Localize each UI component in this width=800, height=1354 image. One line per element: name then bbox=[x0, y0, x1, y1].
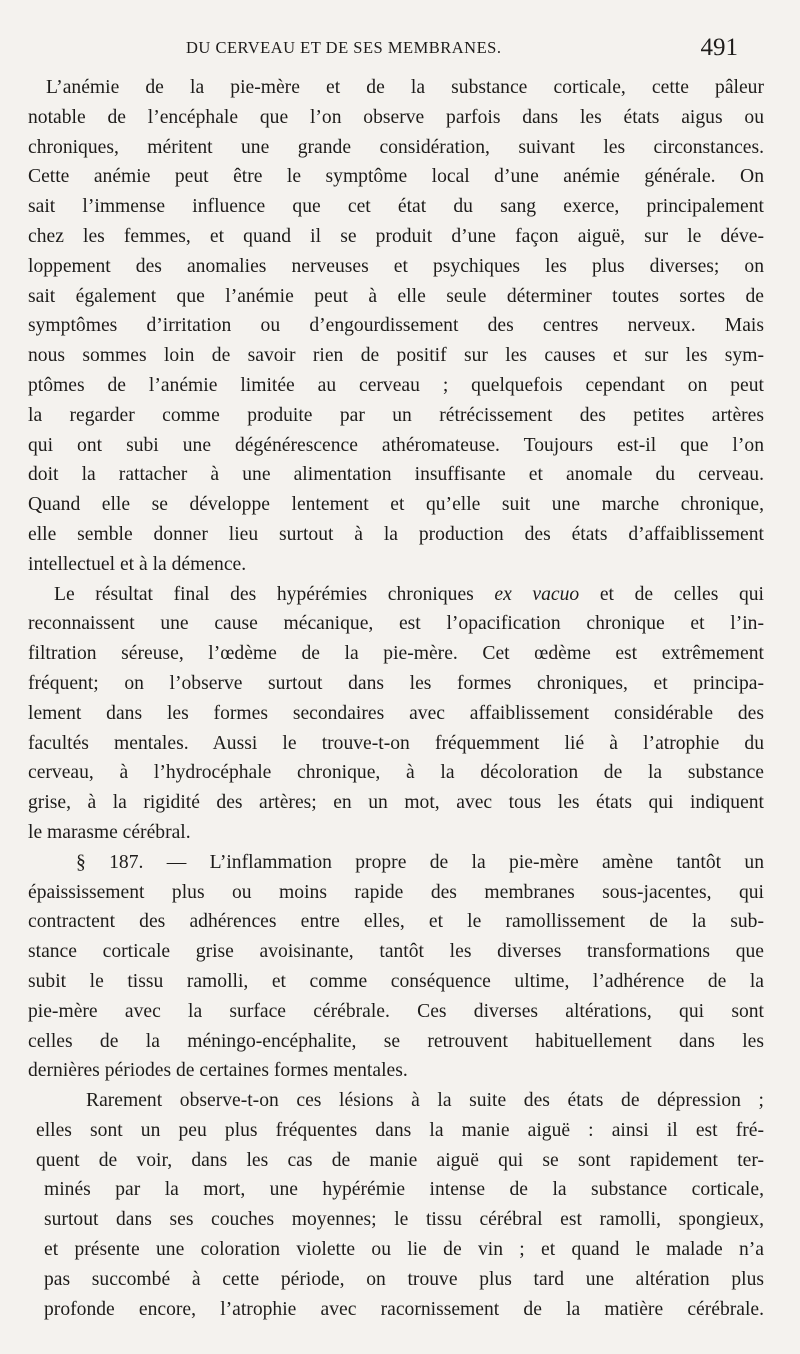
text-line: elles sont un peu plus fréquentes dans la manie aiguë : ainsi il est fré- bbox=[36, 1119, 764, 1141]
text-line: la regarder comme produite par un rétrécissement des petites artères bbox=[28, 404, 764, 426]
text-line: nous sommes loin de savoir rien de positif sur les causes et sur les sym- bbox=[28, 345, 764, 367]
text-line: stance corticale grise avoisinante, tantôt les diverses transformations que bbox=[28, 941, 764, 963]
text-line: Rarement observe-t-on ces lésions à la suite des états de dépression ; bbox=[86, 1090, 764, 1112]
text-line: sait également que l’anémie peut à elle seule déterminer toutes sortes de bbox=[28, 285, 764, 307]
text-line: grise, à la rigidité des artères; en un mot, avec tous les états qui indiquent bbox=[28, 792, 764, 814]
italic-phrase: ex vacuo bbox=[494, 583, 580, 605]
text-line: intellectuel et à la démence. bbox=[28, 553, 247, 575]
text-line: facultés mentales. Aussi le trouve-t-on fréquemment lié à l’atrophie du bbox=[28, 732, 764, 754]
text-line: filtration séreuse, l’œdème de la pie-mère. Cet œdème est extrêmement bbox=[28, 643, 764, 665]
text-line: profonde encore, l’atrophie avec racornissement de la matière cérébrale. bbox=[44, 1298, 764, 1320]
text-line: notable de l’encéphale que l’on observe parfois dans les états aigus ou bbox=[28, 106, 764, 128]
text-line: symptômes d’irritation ou d’engourdissement des centres nerveux. Mais bbox=[28, 315, 764, 337]
text-line: fréquent; on l’observe surtout dans les formes chroniques, et principa- bbox=[28, 672, 764, 694]
text-line: sait l’immense influence que cet état du sang exerce, principalement bbox=[28, 196, 764, 218]
text-line: § 187. — L’inflammation propre de la pie-mère amène tantôt un bbox=[76, 851, 764, 873]
text-line: contractent des adhérences entre elles, et le ramollissement de la sub- bbox=[28, 911, 764, 933]
text-line: elle semble donner lieu surtout à la production des états d’affaiblissement bbox=[28, 523, 764, 545]
text-line: chez les femmes, et quand il se produit d’une façon aiguë, sur le déve- bbox=[28, 225, 764, 247]
text-line: doit la rattacher à une alimentation insuffisante et anomale du cerveau. bbox=[28, 464, 764, 486]
text-line: cerveau, à l’hydrocéphale chronique, à la décoloration de la substance bbox=[28, 762, 764, 784]
text-line: loppement des anomalies nerveuses et psychiques les plus diverses; on bbox=[28, 255, 764, 277]
text-line: surtout dans ses couches moyennes; le tissu cérébral est ramolli, spongieux, bbox=[44, 1209, 764, 1231]
text-line: lement dans les formes secondaires avec affaiblissement considérable des bbox=[28, 702, 764, 724]
text-line: celles de la méningo-encéphalite, se retrouvent habituellement dans les bbox=[28, 1030, 764, 1052]
text-line: subit le tissu ramolli, et comme conséquence ultime, l’adhérence de la bbox=[28, 970, 764, 992]
text-line: Quand elle se développe lentement et qu’elle suit une marche chronique, bbox=[28, 494, 764, 516]
text-line: pas succombé à cette période, on trouve plus tard une altération plus bbox=[44, 1268, 764, 1290]
text-line: Cette anémie peut être le symptôme local d’une anémie générale. On bbox=[28, 166, 764, 188]
page-header bbox=[60, 34, 738, 64]
text-line: Le résultat final des hypérémies chroniques ex vacuo et de celles qui bbox=[54, 583, 764, 605]
body-text bbox=[28, 73, 764, 1324]
text-line: chroniques, méritent une grande considération, suivant les circonstances. bbox=[28, 136, 764, 158]
text-line: reconnaissent une cause mécanique, est l’opacification chronique et l’in- bbox=[28, 613, 764, 635]
running-title: DU CERVEAU ET DE SES MEMBRANES. bbox=[186, 38, 502, 57]
text-line: pie-mère avec la surface cérébrale. Ces diverses altérations, qui sont bbox=[28, 1000, 764, 1022]
page-number: 491 bbox=[700, 34, 738, 61]
text-line: qui ont subi une dégénérescence athéromateuse. Toujours est-il que l’on bbox=[28, 434, 764, 456]
text-line: L’anémie de la pie-mère et de la substance corticale, cette pâleur bbox=[46, 77, 764, 98]
text-line: ptômes de l’anémie limitée au cerveau ; quelquefois cependant on peut bbox=[28, 374, 764, 396]
text-line: minés par la mort, une hypérémie intense de la substance corticale, bbox=[44, 1179, 764, 1201]
text-line: épaississement plus ou moins rapide des membranes sous-jacentes, qui bbox=[28, 881, 764, 903]
text-line: le marasme cérébral. bbox=[28, 821, 191, 843]
text-line: et présente une coloration violette ou lie de vin ; et quand le malade n’a bbox=[44, 1239, 764, 1261]
text-line: dernières périodes de certaines formes mentales. bbox=[28, 1060, 408, 1082]
text-line: quent de voir, dans les cas de manie aiguë qui se sont rapidement ter- bbox=[36, 1149, 764, 1171]
